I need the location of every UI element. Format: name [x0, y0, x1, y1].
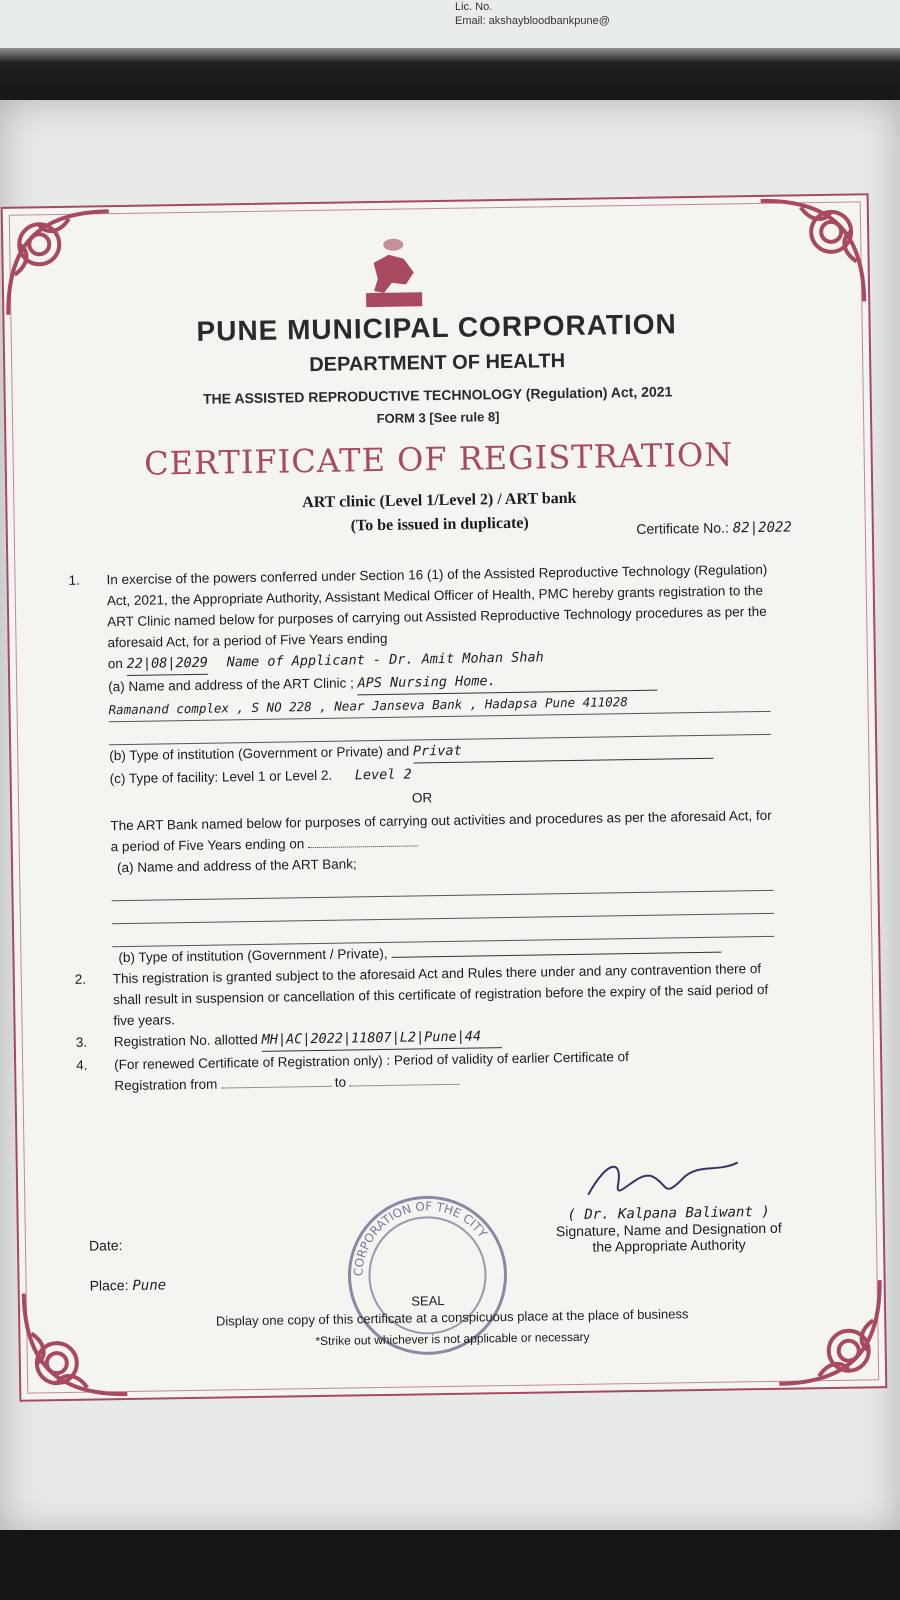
signature-icon [568, 1147, 769, 1210]
to-label: to [334, 1074, 347, 1090]
corner-ornament-icon [751, 191, 873, 313]
from-blank [221, 1086, 331, 1089]
clinic-subtitle: ART clinic (Level 1/Level 2) / ART bank [302, 489, 577, 512]
clause-number: 1. [68, 572, 80, 588]
corner-ornament-icon [0, 203, 121, 325]
on-label: on [107, 656, 124, 672]
place-value: Pune [132, 1277, 167, 1294]
registration-number: MH|AC|2022|11807|L2|Pune|44 [261, 1026, 501, 1052]
clause-number: 2. [74, 971, 87, 987]
signatory-name: ( Dr. Kalpana Baliwant ) [567, 1203, 770, 1224]
bank-type-label: (b) Type of institution (Government / Private), [118, 945, 388, 966]
certificate-number [636, 519, 792, 538]
pmc-emblem-icon [343, 232, 444, 314]
to-blank [350, 1084, 460, 1087]
clause-1-text: In exercise of the powers conferred under Section 16 (1) of the Assisted Reproductive Technology (Regulation) Act, 2021, the Appropriate Authority, Assistant Medical Officer of Health, PMC hereby grants registration to the ART Clinic named below for purposes of carrying out Assisted Reproductive Technology procedures as per the aforesaid Act, for a period of Five Years ending [106, 561, 768, 651]
place-row [89, 1276, 166, 1294]
form-title: FORM 3 [See rule 8] [376, 409, 500, 427]
email-text: Email: akshaybloodbankpune@ [455, 15, 610, 27]
bank-name-label: (a) Name and address of the ART Bank; [116, 856, 357, 876]
clinic-address: Ramanand complex , S NO 228 , Near Janseva Bank , Hadapsa Pune 411028 [108, 689, 770, 722]
clause-2 [75, 958, 776, 1032]
clause-number: 3. [75, 1034, 88, 1050]
bank-type-blank [391, 952, 721, 958]
or-divider: OR [411, 790, 433, 806]
certificate-body [68, 559, 776, 1097]
certificate-title: CERTIFICATE OF REGISTRATION [143, 435, 734, 483]
date-label: Date: [88, 1237, 123, 1254]
signature-label: Signature, Name and Designation of [555, 1219, 782, 1240]
clause-2-text: This registration is granted subject to the aforesaid Act and Rules there under and any contravention there of shall result in suspension or cancellation of this certificate of registration before the expiry of the said period of five years. [112, 961, 769, 1029]
facility-level: Level 2 [354, 766, 412, 784]
certificate-number-value: 82|2022 [732, 519, 792, 537]
registration-label: Registration No. allotted [113, 1031, 258, 1050]
clause-4-text: (For renewed Certificate of Registration only) : Period of validity of earlier Certificate of [114, 1049, 629, 1073]
end-date: 22|08|2029 [127, 653, 209, 676]
clinic-name-label: (a) Name and address of the ART Clinic ; [108, 675, 354, 695]
seal-label: SEAL [411, 1293, 445, 1309]
place-label: Place: [89, 1277, 129, 1294]
authority-label: the Appropriate Authority [592, 1236, 746, 1255]
org-title: PUNE MUNICIPAL CORPORATION [196, 308, 677, 347]
act-title: THE ASSISTED REPRODUCTIVE TECHNOLOGY (Regulation) Act, 2021 [202, 383, 673, 407]
background-bottom [0, 1530, 900, 1600]
applicant-name: Name of Applicant - Dr. Amit Mohan Shah [226, 649, 544, 671]
institution-label: (b) Type of institution (Government or Private) and [109, 743, 410, 764]
facility-label: (c) Type of facility: Level 1 or Level 2. [109, 767, 333, 787]
from-label: Registration from [114, 1076, 218, 1094]
strike-note: *Strike out whichever is not applicable or necessary [315, 1329, 590, 1349]
department-title: DEPARTMENT OF HEALTH [309, 350, 566, 377]
institution-type: Privat [413, 737, 713, 764]
bank-text-body: The ART Bank named below for purposes of carrying out activities and procedures as per the aforesaid Act, for a period of Five Years ending on [110, 807, 772, 855]
clause-number: 4. [76, 1057, 88, 1073]
clinic-name: APS Nursing Home. [357, 669, 657, 696]
background-paper [0, 0, 900, 48]
bank-end-date-blank [308, 845, 418, 848]
clause-1 [68, 559, 774, 969]
lic-label: Lic. No. [455, 1, 493, 13]
display-note: Display one copy of this certificate at a conspicuous place at the place of business [215, 1306, 689, 1329]
seal-ring-text: CORPORATION OF THE CITY [351, 1199, 490, 1277]
duplicate-note: (To be issued in duplicate) [350, 514, 529, 535]
certificate-number-label: Certificate No.: [636, 519, 730, 537]
signature-block [518, 1146, 820, 1256]
certificate [1, 193, 888, 1401]
